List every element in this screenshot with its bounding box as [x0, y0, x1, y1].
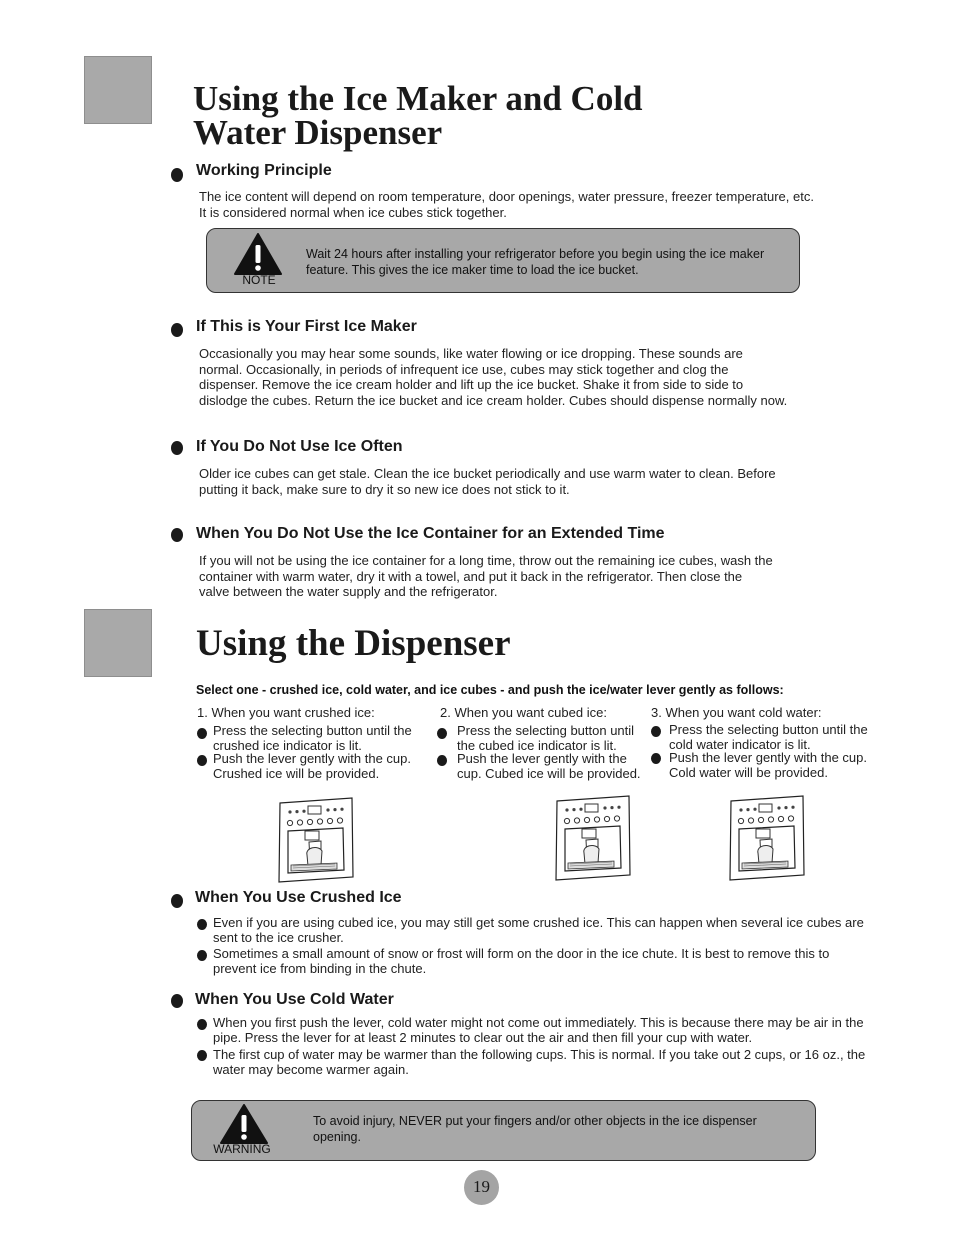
- working-principle-text: The ice content will depend on room temperature, door openings, water pressure, freezer temperature, etc. It is considered normal when ice cubes stick together.: [199, 189, 814, 220]
- list-bullet: [651, 753, 661, 764]
- list-item: Press the selecting button until the crushed ice indicator is lit.: [213, 723, 412, 753]
- not-often-text: Older ice cubes can get stale. Clean the ice bucket periodically and use warm water to clean. Before putting it back, make sure to dry it so new ice does not stick to it.: [199, 466, 776, 497]
- warning-triangle-icon: [233, 232, 283, 276]
- page-title: [193, 79, 643, 152]
- extended-time-heading: When You Do Not Use the Ice Container for an Extended Time: [196, 525, 665, 542]
- column-crushed-title: 1. When you want crushed ice:: [197, 705, 375, 720]
- section-marker-block: [84, 609, 152, 677]
- section-bullet: [171, 894, 183, 908]
- dispenser-panel-crushed-illustration: [277, 797, 355, 883]
- list-bullet: [197, 919, 207, 930]
- list-bullet: [197, 728, 207, 739]
- list-bullet: [197, 755, 207, 766]
- list-item: Push the lever gently with the cup. Cubed ice will be provided.: [457, 751, 641, 781]
- first-ice-maker-heading: If This is Your First Ice Maker: [196, 318, 417, 335]
- warning-triangle-icon: [219, 1103, 269, 1145]
- not-often-heading: If You Do Not Use Ice Often: [196, 438, 403, 455]
- list-item: Push the lever gently with the cup. Cold water will be provided.: [669, 750, 868, 780]
- dispenser-title: Using the Dispenser: [196, 623, 511, 664]
- section-bullet: [171, 994, 183, 1008]
- note-label: NOTE: [242, 273, 276, 287]
- working-principle-heading: Working Principle: [196, 162, 332, 179]
- dispenser-panel-water-illustration: [728, 795, 806, 881]
- list-bullet: [197, 1050, 207, 1061]
- list-item: Sometimes a small amount of snow or frost will form on the door in the ice chute. It is best to remove this to prevent ice from binding in the chute.: [213, 946, 830, 976]
- crushed-ice-heading: When You Use Crushed Ice: [195, 889, 402, 906]
- column-water-title: 3. When you want cold water:: [651, 705, 822, 720]
- note-text: Wait 24 hours after installing your refrigerator before you begin using the ice maker feature. This gives the ice maker time to load the ice bucket.: [306, 247, 765, 277]
- list-bullet: [197, 950, 207, 961]
- note-callout: [206, 228, 800, 293]
- section-bullet: [171, 528, 183, 542]
- warning-text: To avoid injury, NEVER put your fingers and/or other objects in the ice dispenser opening.: [313, 1114, 757, 1144]
- list-item: Press the selecting button until the cubed ice indicator is lit.: [457, 723, 635, 753]
- page-title-line1: Using the Ice Maker and Cold: [193, 79, 643, 118]
- section-bullet: [171, 323, 183, 337]
- list-bullet: [437, 755, 447, 766]
- cold-water-heading: When You Use Cold Water: [195, 991, 394, 1008]
- warning-label: WARNING: [213, 1142, 271, 1156]
- page-number: 19: [464, 1170, 499, 1205]
- extended-time-text: If you will not be using the ice container for a long time, throw out the remaining ice cubes, wash the container with warm water, dry it with a towel, and put it back in the refrigerator. Then close the valve between the water supply and the refrigerator.: [199, 553, 773, 600]
- select-instruction: Select one - crushed ice, cold water, and ice cubes - and push the ice/water lever gently as follows:: [196, 683, 784, 697]
- list-item: The first cup of water may be warmer than the following cups. This is normal. If you take out 2 cups, or 16 oz., the water may become warmer again.: [213, 1047, 866, 1077]
- list-bullet: [651, 726, 661, 737]
- warning-callout: [191, 1100, 816, 1161]
- dispenser-panel-cubed-illustration: [554, 795, 632, 881]
- list-bullet: [197, 1019, 207, 1030]
- list-bullet: [437, 728, 447, 739]
- section-bullet: [171, 168, 183, 182]
- list-item: Press the selecting button until the cold water indicator is lit.: [669, 722, 868, 752]
- section-bullet: [171, 441, 183, 455]
- list-item: When you first push the lever, cold water might not come out immediately. This is because there may be air in the pipe. Press the lever for at least 2 minutes to clear out the air and then fill your cup with water.: [213, 1015, 864, 1045]
- section-marker-block: [84, 56, 152, 124]
- page-title-line2: Water Dispenser: [193, 113, 443, 152]
- first-ice-maker-text: Occasionally you may hear some sounds, like water flowing or ice dropping. These sounds are normal. Occasionally, in periods of infrequent ice use, cubes may stick together and clog the dispenser. Remove the ice cream holder and lift up the ice bucket. Shake it from side to side to dislodge the cubes. Return the ice bucket and ice cream holder. Cubes should dispense normally now.: [199, 346, 788, 409]
- list-item: Push the lever gently with the cup. Crushed ice will be provided.: [213, 751, 412, 781]
- column-cubed-title: 2. When you want cubed ice:: [440, 705, 607, 720]
- list-item: Even if you are using cubed ice, you may still get some crushed ice. This can happen when several ice cubes are sent to the ice crusher.: [213, 915, 864, 945]
